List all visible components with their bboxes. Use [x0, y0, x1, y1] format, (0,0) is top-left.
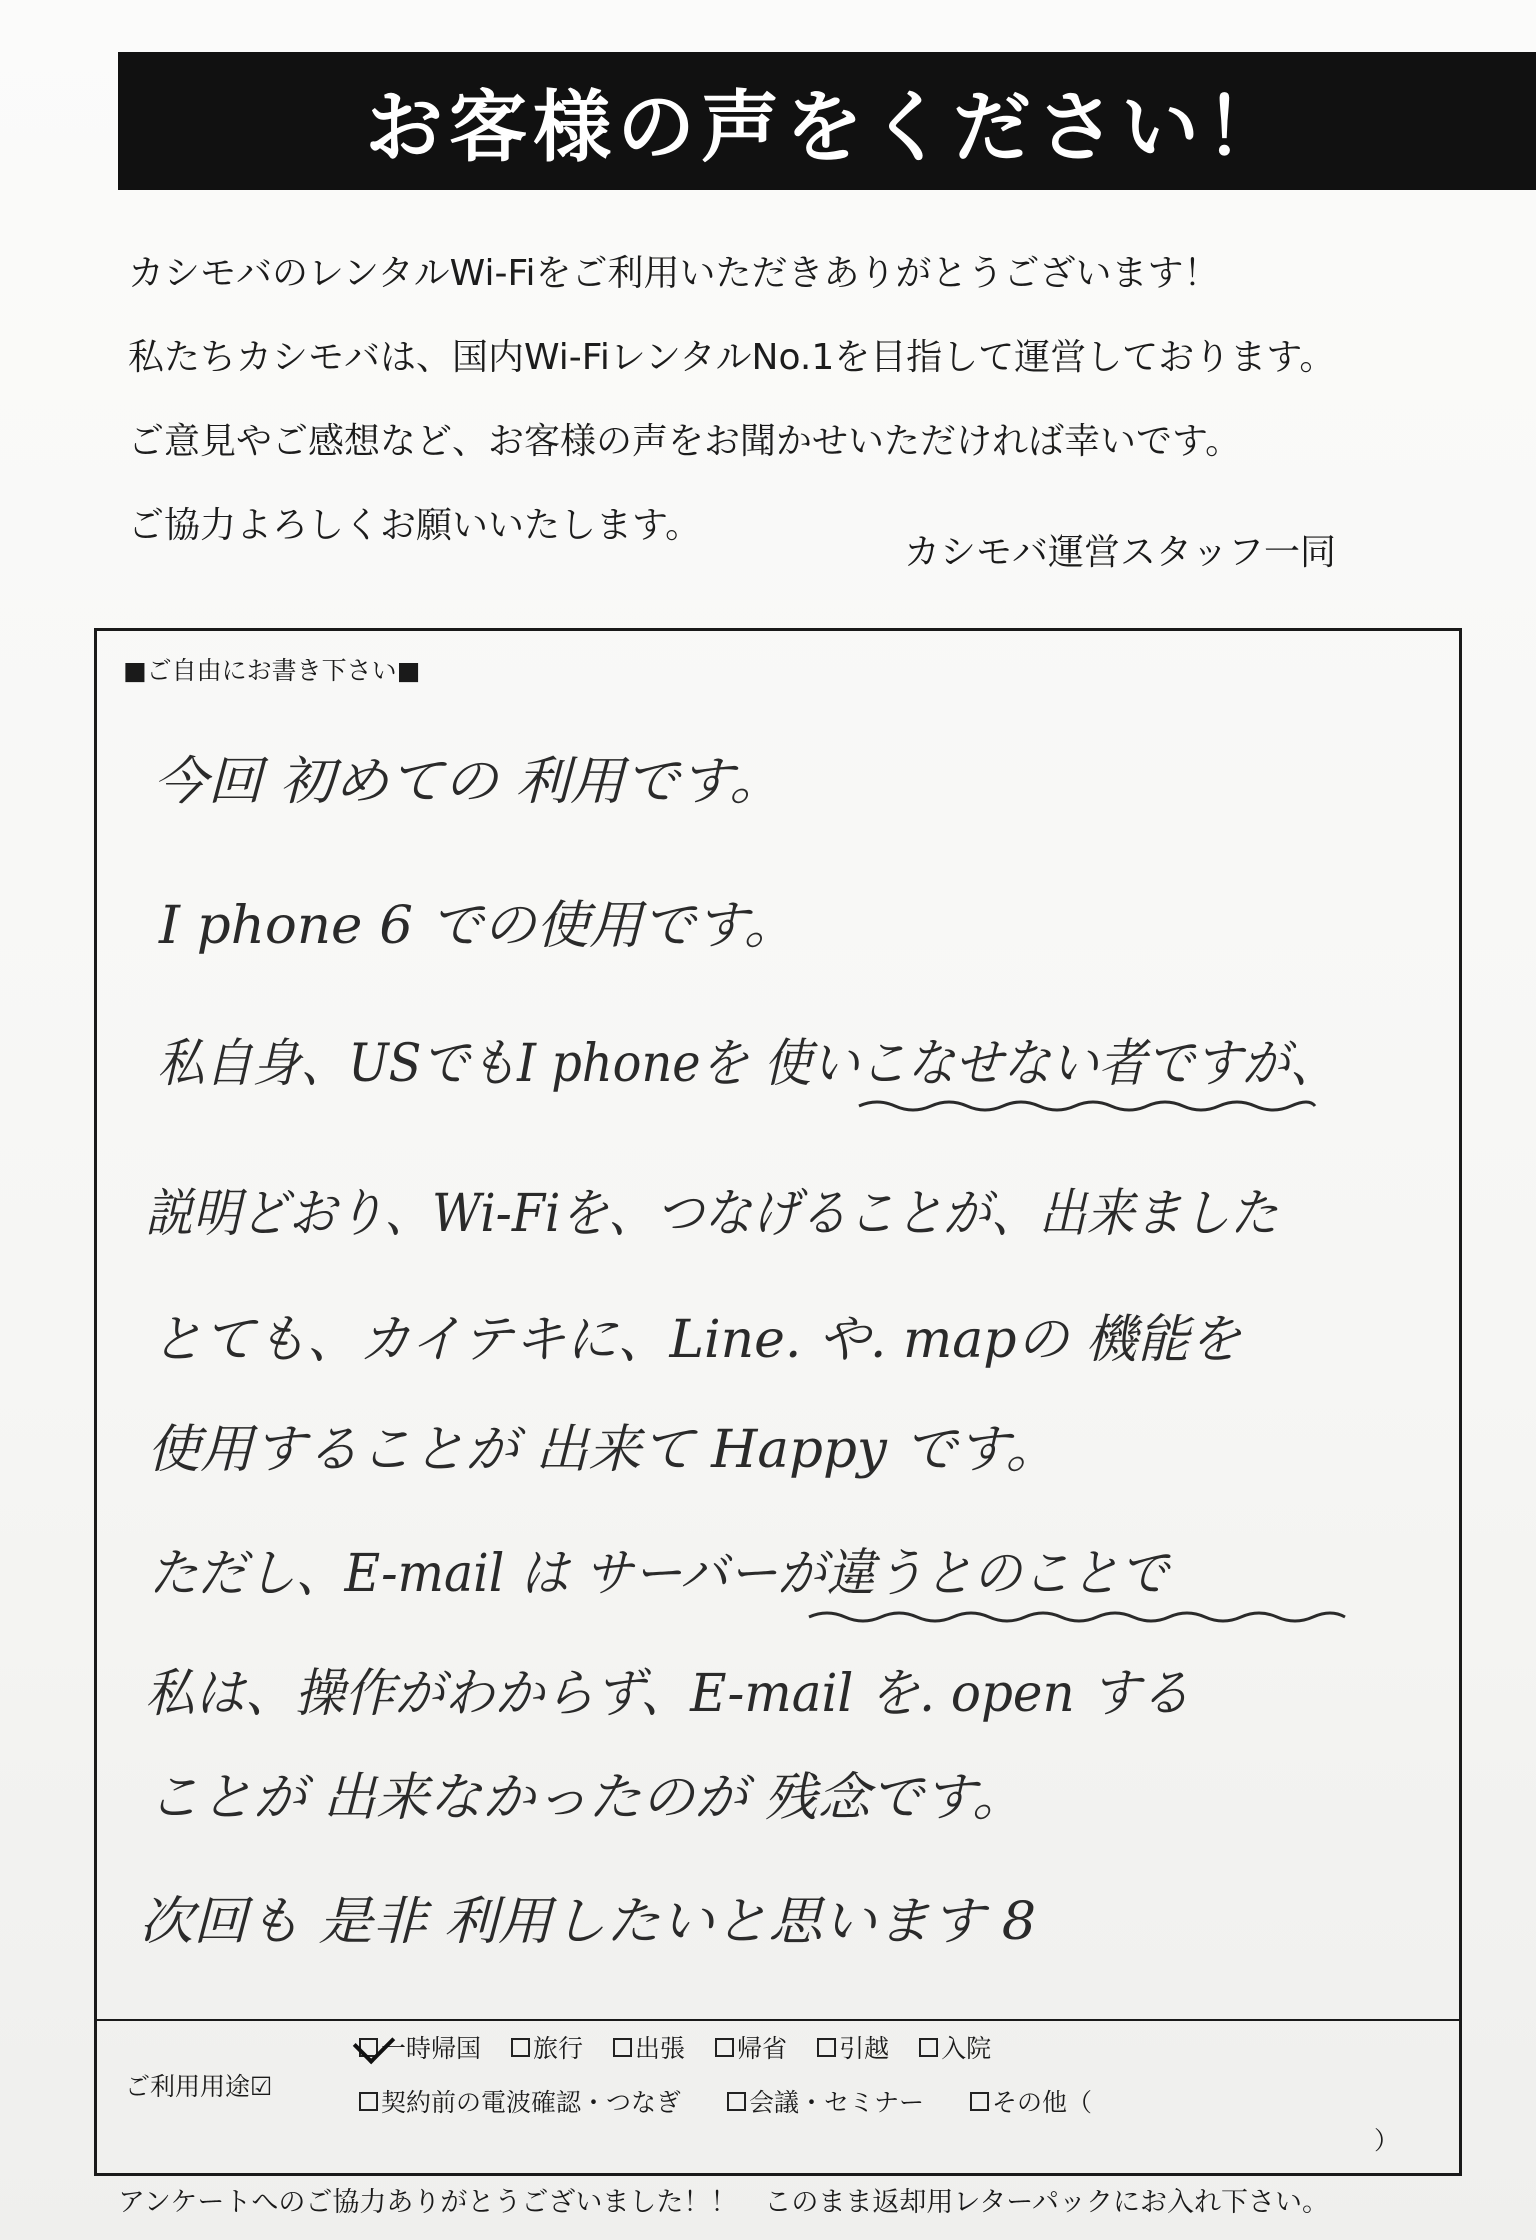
checkbox[interactable]	[613, 2038, 632, 2057]
usage-option-shuccho[interactable]	[613, 2029, 685, 2065]
checkbox[interactable]	[919, 2038, 938, 2057]
checkbox[interactable]	[511, 2038, 530, 2057]
comment-box-label: ■ご自由にお書き下さい■	[123, 656, 421, 685]
usage-option-label: 出張	[635, 2034, 686, 2063]
usage-option-label: 入院	[941, 2034, 992, 2063]
usage-divider	[97, 2019, 1459, 2021]
handwritten-line: I phone 6 での使用です。	[159, 896, 797, 956]
handwritten-line: 私自身、USでもI phoneを 使いこなせない者ですが、	[157, 1034, 1338, 1094]
usage-other-close: ）	[1373, 2126, 1399, 2155]
handwritten-line: ただし、E-mail は サーバーが違うとのことで	[149, 1544, 1169, 1604]
intro-line: カシモバのレンタルWi-Fiをご利用いただきありがとうございます！	[128, 253, 1220, 294]
usage-option-label: その他（	[992, 2088, 1093, 2117]
handwritten-line: ことが 出来なかったのが 残念です。	[147, 1768, 1026, 1828]
checkbox-checked[interactable]	[359, 2038, 378, 2057]
usage-options-row1	[359, 2029, 991, 2065]
usage-option-kaigi[interactable]	[727, 2083, 924, 2119]
page-title: お客様の声をください！	[364, 83, 1289, 173]
underline-squiggle	[857, 1096, 1317, 1116]
usage-option-label: 会議・セミナー	[749, 2088, 925, 2117]
checkbox[interactable]	[715, 2038, 734, 2057]
handwritten-line: 次回も 是非 利用したいと思います 8	[139, 1892, 1037, 1952]
usage-option-ryoko[interactable]	[511, 2029, 583, 2065]
usage-option-label: 契約前の電波確認・つなぎ	[381, 2088, 682, 2117]
intro-line: ご意見やご感想など、お客様の声をお聞かせいただければ幸いです。	[128, 421, 1242, 462]
handwritten-line: とても、カイテキに、Line. や. mapの 機能を	[151, 1310, 1242, 1370]
handwritten-line: 説明どおり、Wi-Fiを、つなげることが、出来ました	[145, 1184, 1278, 1244]
usage-options-row2	[359, 2083, 1092, 2119]
intro-line: ご協力よろしくお願いいたします。	[128, 505, 702, 546]
usage-option-hikkoshi[interactable]	[817, 2029, 889, 2065]
checkbox[interactable]	[817, 2038, 836, 2057]
intro-text	[128, 232, 1448, 568]
usage-option-keiyaku-mae[interactable]	[359, 2083, 681, 2119]
footer-note: アンケートへのご協力ありがとうございました！！ このまま返却用レターパックにお入れ下さい。	[118, 2187, 1329, 2218]
usage-option-kisei[interactable]	[715, 2029, 787, 2065]
handwritten-line: 今回 初めての 利用です。	[153, 752, 784, 812]
intro-line: 私たちカシモバは、国内Wi-FiレンタルNo.1を目指して運営しております。	[128, 337, 1336, 378]
staff-signature: カシモバ運営スタッフ一同	[904, 532, 1337, 573]
underline-squiggle	[807, 1607, 1347, 1627]
usage-option-label: 旅行	[533, 2034, 584, 2063]
handwritten-line: 使用することが 出来て Happy です。	[147, 1420, 1059, 1480]
usage-option-label: 一時帰国	[381, 2034, 482, 2063]
usage-option-sonota[interactable]	[970, 2083, 1092, 2119]
usage-option-label: 帰省	[737, 2034, 788, 2063]
title-banner	[118, 52, 1536, 190]
usage-label: ご利用用途☑	[125, 2072, 273, 2101]
checkbox[interactable]	[359, 2092, 378, 2111]
comment-box	[94, 628, 1462, 2176]
usage-option-label: 引越	[839, 2034, 890, 2063]
checkbox[interactable]	[727, 2092, 746, 2111]
usage-option-nyuin[interactable]	[919, 2029, 991, 2065]
handwritten-line: 私は、操作がわからず、E-mail を. open する	[145, 1664, 1191, 1724]
usage-option-ichiji-kikoku[interactable]	[359, 2029, 481, 2065]
checkbox[interactable]	[970, 2092, 989, 2111]
